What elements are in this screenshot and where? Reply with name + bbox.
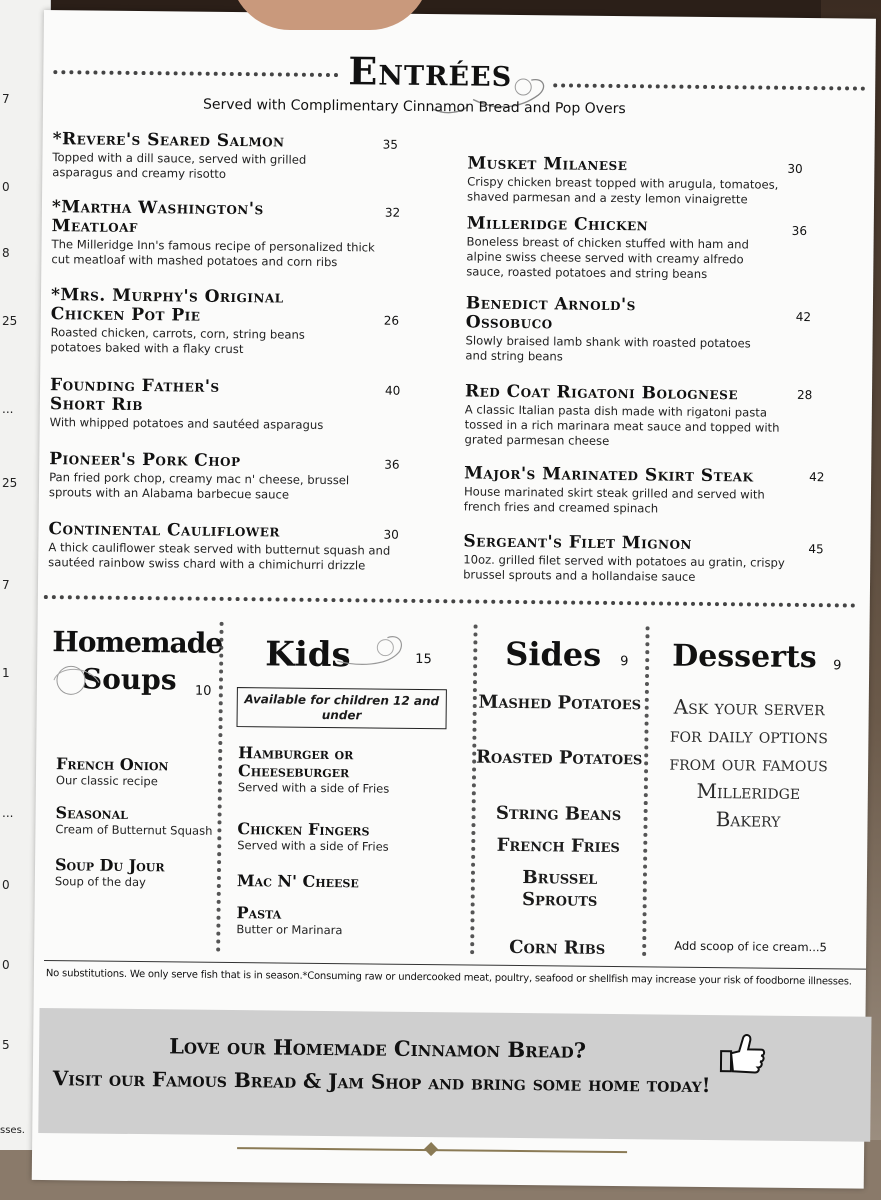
side-item: French Fries [496, 834, 620, 858]
left-page-number: ... [2, 806, 14, 820]
soups-price: 10 [194, 683, 212, 699]
soups-title-line1: Homemade [52, 625, 223, 660]
kids-item-name: Chicken Fingers [237, 819, 370, 840]
kids-age-notice: Available for children 12 and under [237, 687, 447, 729]
entree-item [466, 214, 812, 283]
entree-item [49, 375, 401, 434]
entree-item [464, 381, 813, 451]
entree-description: A classic Italian pasta dish made with rigatoni pasta tossed in a rich marinara meat sauce and topped with grated parmesan cheese [464, 402, 780, 448]
left-page-number: 7 [2, 578, 10, 592]
left-page-number: 7 [2, 92, 10, 106]
kids-item [237, 820, 457, 854]
column-divider [216, 622, 223, 952]
desserts-description: Ask your server for daily options from our famous Milleridge Bakery [669, 694, 829, 832]
side-item: String Beans [495, 802, 622, 826]
left-page-number: 8 [2, 246, 10, 260]
side-item: Mashed Potatoes [478, 691, 642, 715]
soups-flourish-icon [49, 660, 109, 701]
entree-description: House marinated skirt steak grilled and served with french fries and creamed spinach [463, 484, 765, 516]
left-page-number: 1 [2, 666, 10, 680]
side-item: Corn Ribs [509, 936, 606, 959]
entree-price: 30 [787, 161, 803, 176]
entree-item [465, 294, 811, 367]
kids-item-name: Pasta [236, 903, 282, 923]
entree-item [50, 285, 400, 359]
entree-description: Crispy chicken breast topped with arugula, tomatoes, shaved parmesan and a zesty lemon vinaigrette [466, 174, 779, 207]
entree-description: Boneless breast of chicken stuffed with ham and alpine swiss cheese served with creamy alfredo sauce, roasted potatoes and string beans [466, 234, 749, 281]
soup-description: Cream of Butternut Squash [55, 822, 213, 838]
soup-description: Soup of the day [54, 874, 146, 890]
kids-price: 15 [415, 651, 432, 668]
entree-description: The Milleridge Inn's famous recipe of personalized thick cut meatloaf with mashed potatoes and corn ribs [51, 237, 375, 270]
kids-item [238, 744, 459, 796]
side-item: Roasted Potatoes [475, 746, 643, 770]
entree-name: Musket Milanese [467, 153, 628, 176]
kids-item-description: Butter or Marinara [236, 922, 343, 938]
soup-description: Our classic recipe [55, 773, 158, 789]
bottom-flourish-diamond-icon [424, 1142, 438, 1156]
entree-price: 28 [796, 387, 813, 403]
thumbs-up-icon [719, 1031, 767, 1076]
bread-shop-banner [38, 1008, 871, 1142]
entree-item [467, 154, 813, 208]
entree-description: Topped with a dill sauce, served with grilled asparagus and creamy risotto [52, 150, 307, 181]
disclaimer-rule [44, 960, 866, 970]
entree-name: Continental Cauliflower [48, 519, 281, 542]
header-dotted-rule-left [53, 70, 338, 77]
entree-price: 45 [808, 542, 824, 557]
entree-price: 32 [384, 205, 401, 220]
left-page-number: 0 [2, 878, 10, 892]
left-page-number: 5 [2, 1038, 10, 1052]
left-page-cut-text: sses. [0, 1125, 25, 1136]
entree-price: 26 [383, 313, 400, 328]
entree-name: Benedict Arnold's Ossobuco [465, 293, 636, 334]
kids-item-description: Served with a side of Fries [237, 838, 389, 854]
desserts-price: 9 [833, 658, 842, 674]
entree-price: 42 [809, 470, 825, 485]
entree-description: Roasted chicken, carrots, corn, string beans potatoes baked with a flaky crust [50, 325, 305, 357]
soup-name: French Onion [56, 754, 169, 775]
entree-price: 40 [384, 383, 401, 398]
disclaimer-text: No substitutions. We only serve fish that is in season.*Consuming raw or undercooked meat, poultry, seafood or shellfish may increase your risk of foodborne illnesses. [45, 968, 852, 988]
desserts-title: Desserts [672, 638, 817, 676]
entree-name: Founding Father's Short Rib [49, 375, 220, 416]
entree-name: Sergeant's Filet Mignon [463, 531, 693, 554]
soup-item [55, 856, 215, 890]
kids-item [236, 904, 456, 938]
entree-name: *Revere's Seared Salmon [52, 129, 285, 152]
entree-item [48, 519, 399, 574]
kids-title: Kids [265, 634, 351, 676]
soups-title-line2: Soups [81, 662, 177, 697]
kids-item-name: Hamburger or Cheeseburger [237, 743, 354, 782]
side-item: Brussel Sprouts [521, 867, 598, 911]
left-page-number: 25 [2, 314, 18, 328]
soup-name: Seasonal [55, 803, 129, 823]
entree-description: A thick cauliflower steak served with butternut squash and sautéed rainbow swiss chard with a chimichurri drizzle [48, 540, 391, 573]
entree-name: Major's Marinated Skirt Steak [464, 463, 754, 487]
entree-item [463, 463, 825, 518]
left-page-number: 25 [2, 476, 18, 490]
entree-item [51, 197, 401, 271]
entrees-title: Entrées [348, 48, 513, 95]
menu-page [32, 10, 876, 1189]
entree-name: *Martha Washington's Meatloaf [51, 197, 264, 237]
kids-item [237, 872, 457, 892]
soup-name: Soup Du Jour [54, 855, 165, 876]
banner-line-1: Love our Homemade Cinnamon Bread? [169, 1033, 587, 1063]
column-divider [642, 626, 649, 956]
kids-item-description: Served with a side of Fries [237, 780, 390, 796]
desserts-ice-cream-note: Add scoop of ice cream...5 [674, 938, 827, 955]
entrees-subtitle: Served with Complimentary Cinnamon Bread and Pop Overs [202, 96, 626, 118]
kids-item-name: Mac N' Cheese [236, 871, 359, 892]
kids-flourish-icon [337, 631, 407, 672]
left-page-number: 0 [2, 180, 10, 194]
entree-price: 42 [795, 309, 812, 325]
header-dotted-rule-right [553, 83, 865, 90]
entree-price: 35 [382, 137, 398, 152]
section-dotted-rule [44, 595, 856, 608]
entree-price: 36 [384, 457, 400, 472]
entree-name: Red Coat Rigatoni Bolognese [464, 381, 739, 405]
entree-description: With whipped potatoes and sautéed asparagus [49, 415, 324, 432]
entree-price: 30 [383, 527, 399, 542]
entree-item [48, 449, 400, 504]
entree-name: *Mrs. Murphy's Original Chicken Pot Pie [50, 285, 284, 326]
soup-item [55, 804, 225, 838]
entree-name: Pioneer's Pork Chop [49, 449, 241, 472]
left-page-number: ... [2, 402, 14, 416]
banner-line-2: Visit our Famous Bread & Jam Shop and bring some home today! [52, 1066, 711, 1098]
entree-item [463, 531, 824, 586]
sides-price: 9 [620, 654, 629, 670]
soup-item [56, 755, 216, 789]
column-divider [470, 625, 477, 955]
entree-name: Milleridge Chicken [466, 213, 649, 236]
entree-price: 36 [791, 223, 808, 239]
entree-description: Pan fried pork chop, creamy mac n' cheese, brussel sprouts with an Alabama barbecue sauce [48, 470, 350, 502]
sides-title: Sides [505, 634, 602, 674]
entree-description: 10oz. grilled filet served with potatoes au gratin, crispy brussel sprouts and a hollandaise sauce [463, 552, 785, 584]
left-page-number: 0 [2, 958, 10, 972]
entree-description: Slowly braised lamb shank with roasted potatoes and string beans [465, 333, 751, 364]
entree-item [52, 130, 398, 184]
